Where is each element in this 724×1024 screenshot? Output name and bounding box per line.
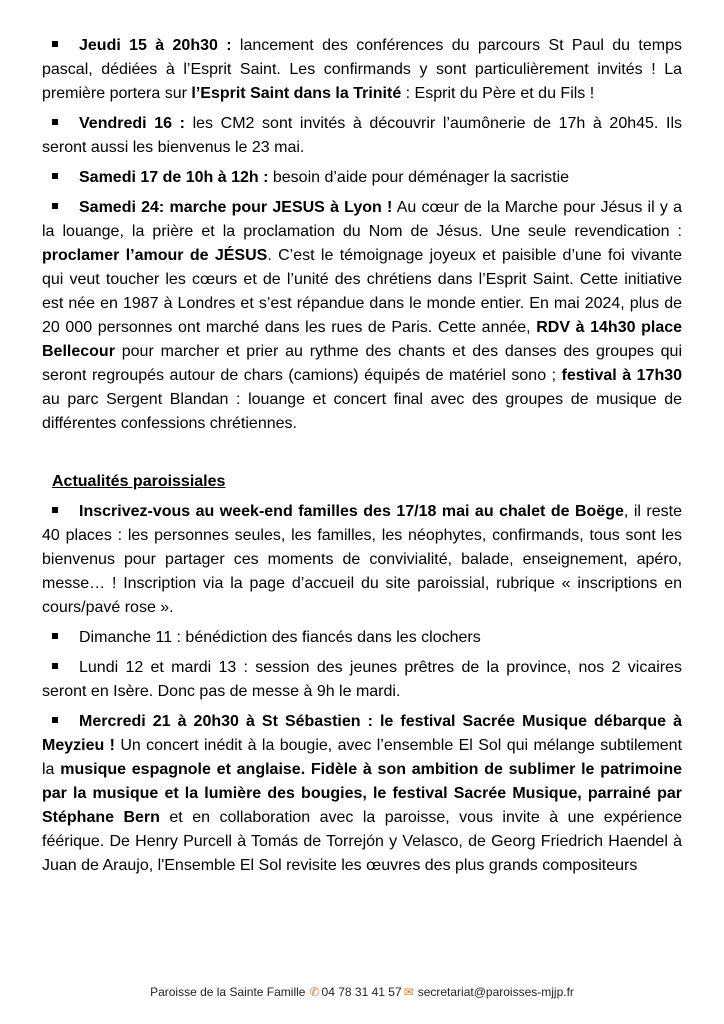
email-address: secretariat@paroisses-mjjp.fr [417, 985, 574, 999]
bullet-icon [52, 41, 58, 47]
item-text: besoin d’aide pour déménager la sacristie [268, 169, 570, 186]
bullet-icon [52, 633, 58, 639]
list-item [42, 196, 682, 436]
item-bold: Jeudi 15 à 20h30 : [79, 37, 232, 54]
item-bold: RDV à 14h30 place Bellecour [42, 319, 683, 360]
item-text: et en collaboration avec la paroisse, vous invite à une expérience féérique. De Henry Purcell à Tomás de Torrejón y Velasco, de Georg Friedrich Haendel à Juan de Araujo, l'Ensemble El Sol revisite les œuvres des plus grands compositeurs [42, 809, 683, 874]
list-item [42, 112, 682, 160]
mail-icon: ✉ [403, 985, 414, 999]
list-item [42, 710, 682, 878]
item-bold: Inscrivez-vous au week-end familles des 17/18 mai au chalet de Boëge [79, 503, 624, 520]
bullet-icon [52, 203, 58, 209]
item-text: au parc Sergent Blandan : louange et concert final avec des groupes de musique de différentes confessions chrétiennes. [42, 391, 682, 432]
item-text: lancement des conférences du parcours St Paul du temps pascal, dédiées à l’Esprit Saint. Les confirmands y sont particulièrement invités ! La première portera sur [42, 37, 682, 102]
list-item [42, 166, 682, 190]
bullet-icon [52, 717, 58, 723]
item-text: Un concert inédit à la bougie, avec l’ensemble El Sol qui mélange subtilement la [42, 737, 683, 778]
item-bold: festival à 17h30 [561, 367, 683, 384]
list-item [42, 500, 682, 620]
phone-icon: ✆ [309, 985, 320, 999]
item-text: Lundi 12 et mardi 13 : session des jeunes prêtres de la province, nos 2 vicaires seront en Isère. Donc pas de messe à 9h le mardi. [42, 659, 682, 700]
item-bold: Samedi 24: marche pour JESUS à Lyon ! [79, 199, 393, 216]
item-bold: Samedi 17 de 10h à 12h : [79, 169, 269, 186]
bullet-icon [52, 663, 58, 669]
item-bold: musique espagnole et anglaise. Fidèle à son ambition de sublimer le patrimoine par la musique et la lumière des bougies, le festival Sacrée Musique, parrainé par Stéphane Bern [42, 761, 682, 826]
item-text: . C’est le témoignage joyeux et paisible d’une foi vivante qui veut toucher les cœurs et de l’unité des chrétiens dans l’Esprit Saint. Cette initiative est née en 1987 à Londres et s’est répandue dans le monde entier. En mai 2024, plus de 20 000 personnes ont marché dans les rues de Paris. Cette année, [42, 247, 682, 336]
item-bold: Vendredi 16 : [79, 115, 185, 132]
phone-number: 04 78 31 41 57 [321, 985, 402, 999]
item-text: pour marcher et prier au rythme des chants et des danses des groupes qui seront regroupés autour de chars (camions) équipés de matériel sono ; [42, 343, 682, 384]
section-title: Actualités paroissiales [52, 473, 226, 490]
document-page [42, 34, 682, 884]
item-text: , il reste 40 places : les personnes seules, les familles, les néophytes, confirmands, tous sont les bienvenus pour partager ces moments de convivialité, balade, enseignement, apéro, messe… ! Inscription via la page d’accueil du site paroissial, rubrique « inscriptions en cours/pavé rose ». [42, 503, 682, 616]
item-bold: l’Esprit Saint dans la Trinité [191, 85, 402, 102]
item-text: les CM2 sont invités à découvrir l’aumônerie de 17h à 20h45. Ils seront aussi les bienvenus le 23 mai. [42, 115, 682, 156]
list-item [42, 626, 682, 650]
item-text: Dimanche 11 : bénédiction des fiancés dans les clochers [79, 629, 481, 646]
item-text: Au cœur de la Marche pour Jésus il y a la louange, la prière et la proclamation du Nom de Jésus. Une seule revendication : [42, 199, 682, 240]
list-item [42, 656, 682, 704]
item-bold: Mercredi 21 à 20h30 à St Sébastien : le festival Sacrée Musique débarque à Meyzieu ! [42, 713, 682, 754]
bullet-icon [52, 173, 58, 179]
bullet-icon [52, 507, 58, 513]
item-bold: proclamer l’amour de JÉSUS [42, 247, 268, 264]
page-footer [0, 984, 724, 1000]
bullet-icon [52, 119, 58, 125]
parish-name: Paroisse de la Sainte Famille [150, 985, 306, 999]
item-text: : Esprit du Père et du Fils ! [401, 85, 595, 102]
list-item [42, 34, 682, 106]
